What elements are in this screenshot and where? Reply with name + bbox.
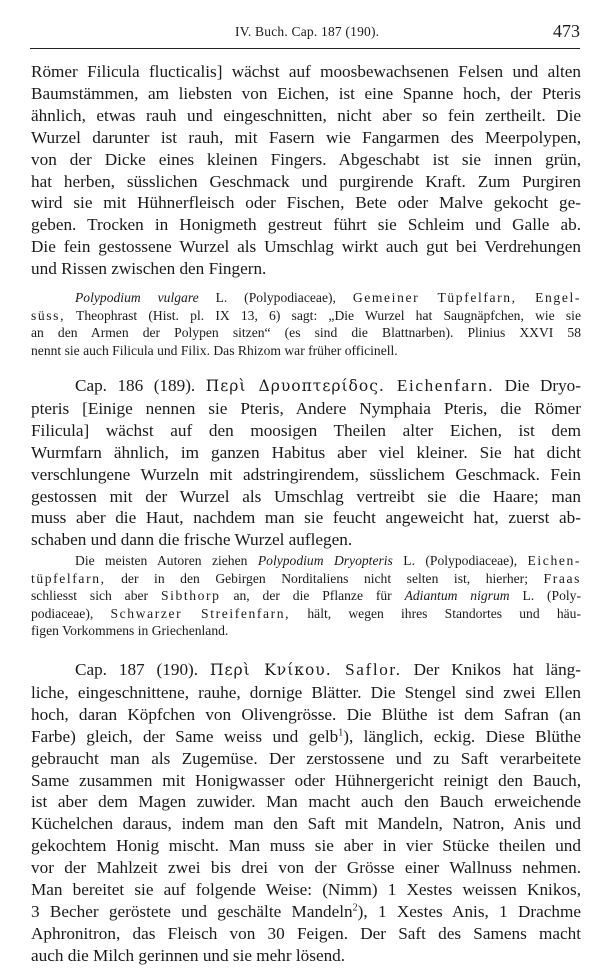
- species-name: Polypodium vulgare: [75, 290, 199, 305]
- text-fragment: Die Dryo-: [494, 376, 581, 395]
- note-text: L. (Poly-: [509, 588, 581, 604]
- greek-title: Περὶ Δρυοπτερίδος.: [205, 377, 385, 395]
- text-line: hoch, daran Köpfchen von Olivengrösse. Die Blüthe ist dem Safran (an: [31, 704, 581, 724]
- paragraph-cap-187: [31, 659, 581, 967]
- note-line: figen Vorkommens in Griechenland.: [31, 623, 229, 639]
- note-line: [31, 570, 581, 588]
- chapter-heading-line: [31, 659, 581, 682]
- note-line: [31, 289, 581, 307]
- note-line: [31, 605, 581, 623]
- note-text: Die meisten Autoren ziehen: [75, 553, 258, 568]
- note-line: [31, 307, 581, 325]
- text-line: Same zusammen mit Honigwasser oder Hühnergericht reinigt den Bauch,: [31, 770, 581, 790]
- text-line: hat herben, süsslichen Geschmack und purgirende Kraft. Zum Purgiren: [31, 171, 581, 191]
- text-line: muss aber die Haut, nachdem man sie feucht angeweicht hat, zuerst ab-: [31, 508, 581, 528]
- text-fragment: Farbe) gleich, der Same weiss und gelb: [31, 726, 339, 746]
- text-line: Die fein gestossene Wurzel als Umschlag wirkt auch gut bei Verdrehungen: [31, 237, 581, 257]
- common-name: Schwarzer Streifenfarn,: [110, 605, 291, 621]
- paragraph-filicula: [31, 61, 581, 280]
- text-line: gekochtem Honig mischt. Man muss sie aber in vier Stücke theilen und: [31, 836, 581, 856]
- text-line: ist aber dem Magen zuwider. Man macht auch den Bauch erweichende: [31, 792, 581, 812]
- note-text: L. (Polypodiaceae),: [392, 553, 528, 568]
- chapter-number: Cap. 187 (190).: [75, 660, 210, 679]
- text-line: auch die Milch gerinnen und sie mehr lösend.: [31, 945, 346, 965]
- text-line: wird sie mit Hühnerfleisch oder Fischen, Bete oder Malve gekocht ge-: [31, 193, 581, 213]
- author-name: Fraas: [543, 570, 581, 586]
- text-line: Baumstämmen, am liebsten von Eichen, ist eine Spanne hoch, der Pteris: [31, 83, 581, 103]
- chapter-number: Cap. 186 (189).: [75, 376, 206, 395]
- text-line: Römer Filicula flucticalis] wächst auf moosbewachsenen Felsen und alten: [31, 62, 581, 81]
- text-line: pteris [Einige nennen sie Pteris, Andere Nymphaia Pteris, die Römer: [31, 398, 581, 418]
- paragraph-cap-186: [31, 375, 581, 551]
- text-line: vor der Mahlzeit zwei bis drei von der Grösse einer Wallnuss nehmen.: [31, 858, 581, 878]
- common-name: Eichen-: [527, 553, 581, 568]
- text-line: [31, 726, 581, 748]
- note-line: an den Armen der Polypen sitzen“ (es sind die Blattnarben). Plinius XXVI 58: [31, 325, 581, 341]
- note-text: Theophrast (Hist. pl. IX 13, 6) sagt: „Die Wurzel hat Saugnäpfchen, wie sie: [65, 307, 581, 323]
- text-line: ähnlich, etwas rauh und eingeschnitten, nicht aber so fein zertheilt. Die: [31, 105, 581, 125]
- note-line: [31, 552, 581, 570]
- text-line: [31, 901, 581, 923]
- note-line: [31, 587, 581, 605]
- text-line: schaben und dann die frische Wurzel auflegen.: [31, 530, 353, 550]
- note-text: podiaceae),: [31, 605, 111, 621]
- text-line: Man bereitet sie auf folgende Weise: (Nimm) 1 Xestes weissen Knikos,: [31, 880, 581, 900]
- species-name: Adiantum nigrum: [404, 588, 510, 604]
- footnote-polypodium-dryopteris: [31, 552, 581, 640]
- text-line: Wurmfarn ähnlich, im ganzen Habitus aber viel kleiner. Sie hat dicht: [31, 442, 581, 462]
- note-text: L. (Polypodiaceae),: [198, 290, 353, 305]
- common-name: süss,: [31, 307, 66, 323]
- note-line: nennt sie auch Filicula und Filix. Das Rhizom war früher officinell.: [31, 342, 398, 358]
- text-fragment: 3 Becher geröstete und geschälte Mandeln: [31, 901, 353, 921]
- footnote-polypodium-vulgare: [31, 289, 581, 359]
- text-line: Aphronitron, das Fleisch von 30 Feigen. Der Saft des Samens macht: [31, 923, 581, 943]
- chapter-title: Saflor.: [331, 660, 402, 679]
- footnote-marker: 1: [338, 726, 344, 738]
- footnote-marker: 2: [352, 902, 358, 914]
- running-header: [30, 18, 580, 49]
- greek-title: Περὶ Κνίκου.: [209, 661, 332, 679]
- text-line: von der Dicke eines kleinen Fingers. Abgeschabt ist sie innen grün,: [31, 149, 581, 169]
- text-line: gestossen mit der Wurzel als Umschlag vertreibt sie die Haare; man: [31, 486, 581, 506]
- note-text: hält, wegen ihres Standortes und häu-: [290, 605, 581, 621]
- text-line: geben. Trocken in Honigmeth gestreut führt sie Schleim und Galle ab.: [31, 215, 581, 235]
- chapter-heading-line: [31, 375, 581, 398]
- text-line: Filicula] wächst auf den moosigen Theilen alter Eichen, ist dem: [31, 420, 581, 440]
- text-line: Wurzel darunter ist rauh, mit Fasern wie Fangarmen des Meerpolypen,: [31, 127, 581, 147]
- text-line: verschlungene Wurzeln mit adstringirendem, süsslichem Geschmack. Fein: [31, 464, 581, 484]
- chapter-title: Eichenfarn.: [384, 376, 495, 395]
- author-name: Sibthorp: [160, 588, 221, 604]
- text-line: Küchelchen daraus, indem man den Saft mit Mandeln, Natron, Anis und: [31, 814, 581, 834]
- species-name: Polypodium Dryopteris: [257, 553, 393, 568]
- text-fragment: Der Knikos hat läng-: [401, 660, 581, 679]
- text-fragment: ), länglich, eckig. Diese Blüthe: [343, 726, 581, 746]
- note-text: schliesst sich aber: [31, 588, 161, 604]
- note-text: der in den Gebirgen Norditaliens nicht selten ist, hierher;: [105, 570, 544, 586]
- text-line: und Rissen zwischen den Fingern.: [31, 259, 267, 279]
- note-text: an, der die Pflanze für: [220, 588, 405, 604]
- page-number: 473: [553, 21, 580, 41]
- text-fragment: ), 1 Xestes Anis, 1 Drachme: [357, 901, 581, 921]
- text-line: liche, eingeschnittene, rauhe, dornige Blätter. Die Stengel sind zwei Ellen: [31, 682, 581, 702]
- running-title: IV. Buch. Cap. 187 (190).: [235, 24, 380, 39]
- common-name: Gemeiner Tüpfelfarn, Engel-: [352, 290, 581, 305]
- text-line: gebraucht man als Zugemüse. Der zerstossene und zu Saft verarbeitete: [31, 748, 581, 768]
- common-name: tüpfelfarn,: [31, 570, 106, 586]
